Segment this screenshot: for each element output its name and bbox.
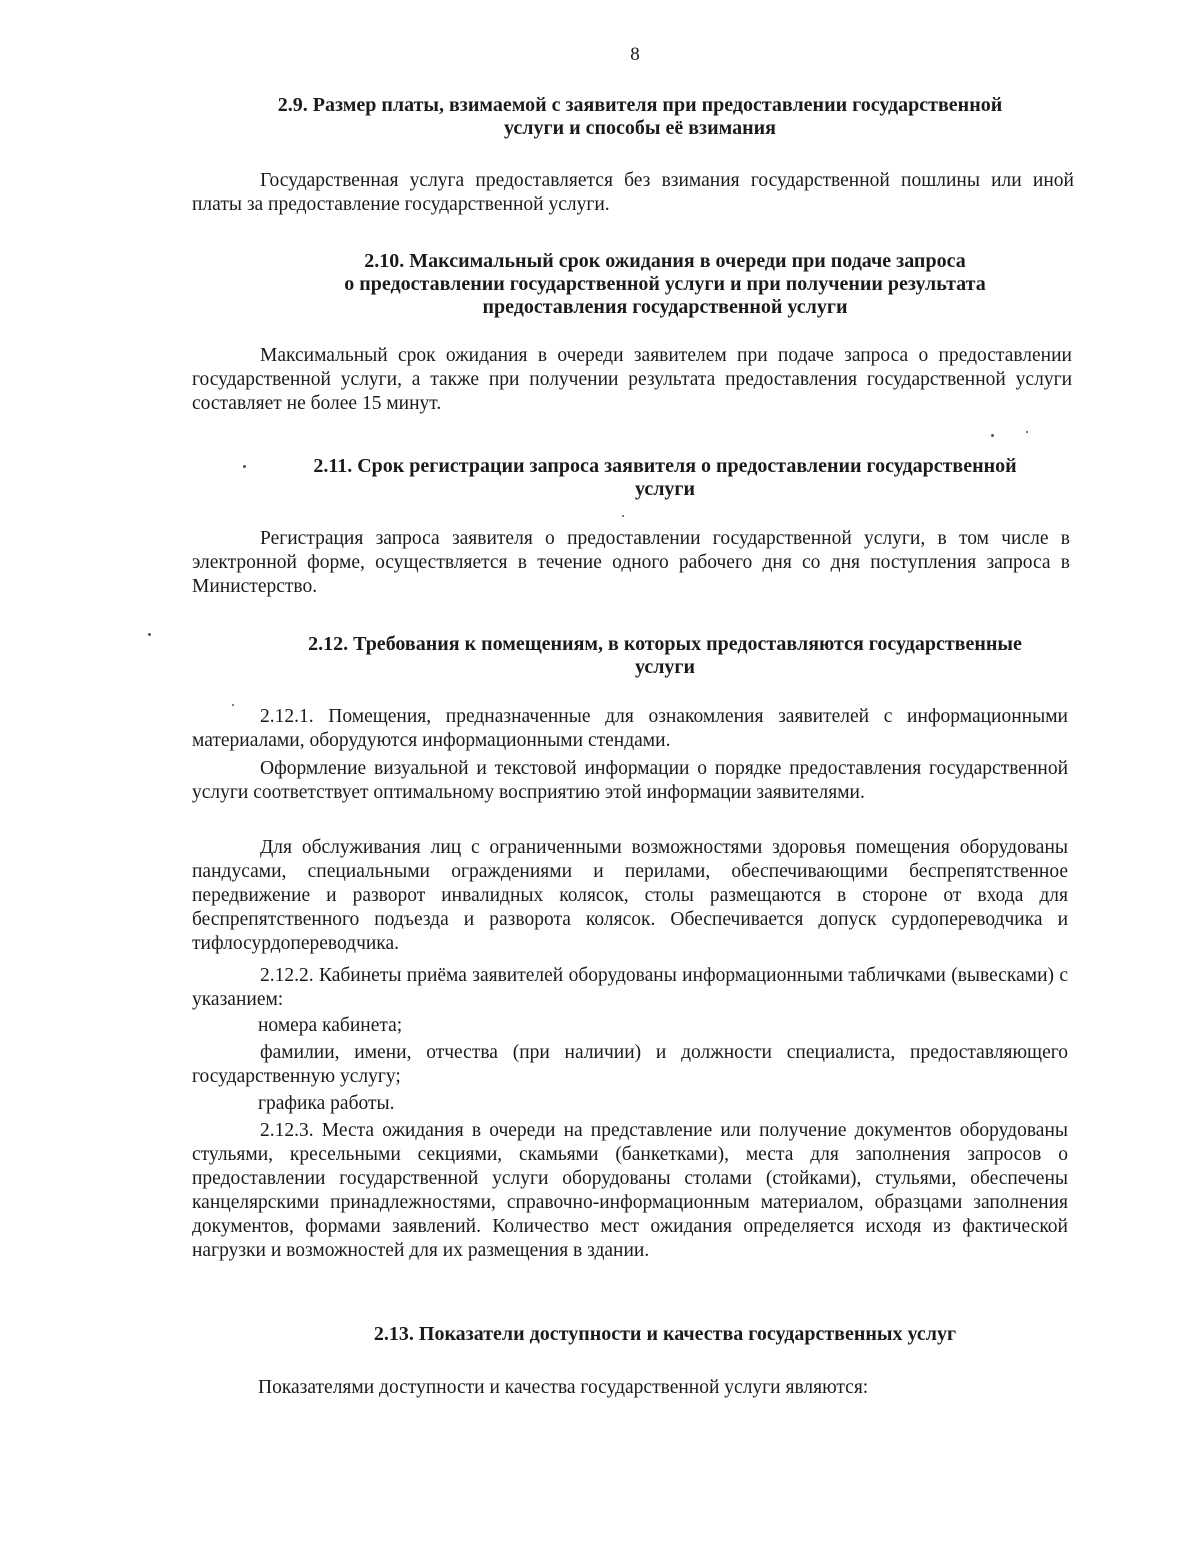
section-2-9-body: Государственная услуга предоставляется без взимания государственной пошлины или иной платы за предоставление государственной услуги. [192,170,1074,215]
section-2-12-p3: Для обслуживания лиц с ограниченными возможностями здоровья помещения оборудованы пандусами, специальными ограждениями и перилами, обеспечивающими беспрепятственное передвижение и разворот инвалидных колясок, столы размещаются в стороне от входа для беспрепятственного подъезда и разворота колясок. Обеспечивается допуск сурдопереводчика и тифлосурдопереводчика. [192,837,1068,954]
scan-speck [243,465,246,468]
heading-line: услуги [634,478,696,500]
section-2-11-body: Регистрация запроса заявителя о предоставлении государственной услуги, в том числе в электронной форме, осуществляется в течение одного рабочего дня со дня поступления запроса в Министерство. [192,528,1070,597]
heading-line: 2.12. Требования к помещениям, в которых предоставляются государственные [308,633,1022,655]
scan-speck [991,434,994,437]
section-2-12-p2: Оформление визуальной и текстовой информации о порядке предоставления государственной услуги соответствует оптимальному восприятию этой информации заявителями. [192,758,1068,803]
scan-speck [1026,431,1028,433]
section-2-12-p4: 2.12.2. Кабинеты приёма заявителей оборудованы информационными табличками (вывесками) с указанием: [192,965,1068,1010]
section-2-12-p6: фамилии, имени, отчества (при наличии) и должности специалиста, предоставляющего государственную услугу; [192,1042,1068,1087]
section-2-10-heading [192,250,1138,319]
page-number: 8 [630,44,640,65]
section-2-11-heading [210,455,1120,501]
heading-line: услуги [634,656,696,678]
section-2-10-body: Максимальный срок ожидания в очереди заявителем при подаче запроса о предоставлении государственной услуги, а также при получении результата предоставления государственной услуги составляет не более 15 минут. [192,345,1072,414]
heading-line: предоставления государственной услуги [482,296,848,318]
heading-line: о предоставлении государственной услуги и при получении результата [344,273,986,295]
section-2-9-heading [150,94,1130,140]
section-2-13-heading [192,1323,1138,1346]
heading-line: 2.11. Срок регистрации запроса заявителя о предоставлении государственной [313,455,1017,477]
section-2-12-p8: 2.12.3. Места ожидания в очереди на представление или получение документов оборудованы стульями, кресельными секциями, скамьями (банкетками), места для заполнения запросов о предоставлении государственной услуги оборудованы столами (стойками), стульями, обеспечены канцелярскими принадлежностями, справочно-информационным материалом, образцами заполнения документов, формами заявлений. Количество мест ожидания определяется исходя из фактической нагрузки и возможностей для их размещения в здании. [192,1120,1068,1261]
heading-line: 2.9. Размер платы, взимаемой с заявителя при предоставлении государственной [277,94,1003,116]
scan-speck [148,633,151,636]
heading-line: 2.13. Показатели доступности и качества государственных услуг [373,1323,957,1345]
heading-line: услуги и способы её взимания [504,117,776,139]
scan-speck [622,515,624,517]
heading-line: 2.10. Максимальный срок ожидания в очереди при подаче запроса [364,250,966,272]
section-2-12-heading [210,633,1120,679]
section-2-12-p7: графика работы. [258,1093,395,1114]
section-2-12-p1: 2.12.1. Помещения, предназначенные для ознакомления заявителей с информационными материалами, оборудуются информационными стендами. [192,706,1068,751]
section-2-12-p5: номера кабинета; [258,1015,403,1036]
section-2-13-body: Показателями доступности и качества государственной услуги являются: [258,1377,869,1398]
scan-speck [232,704,234,706]
